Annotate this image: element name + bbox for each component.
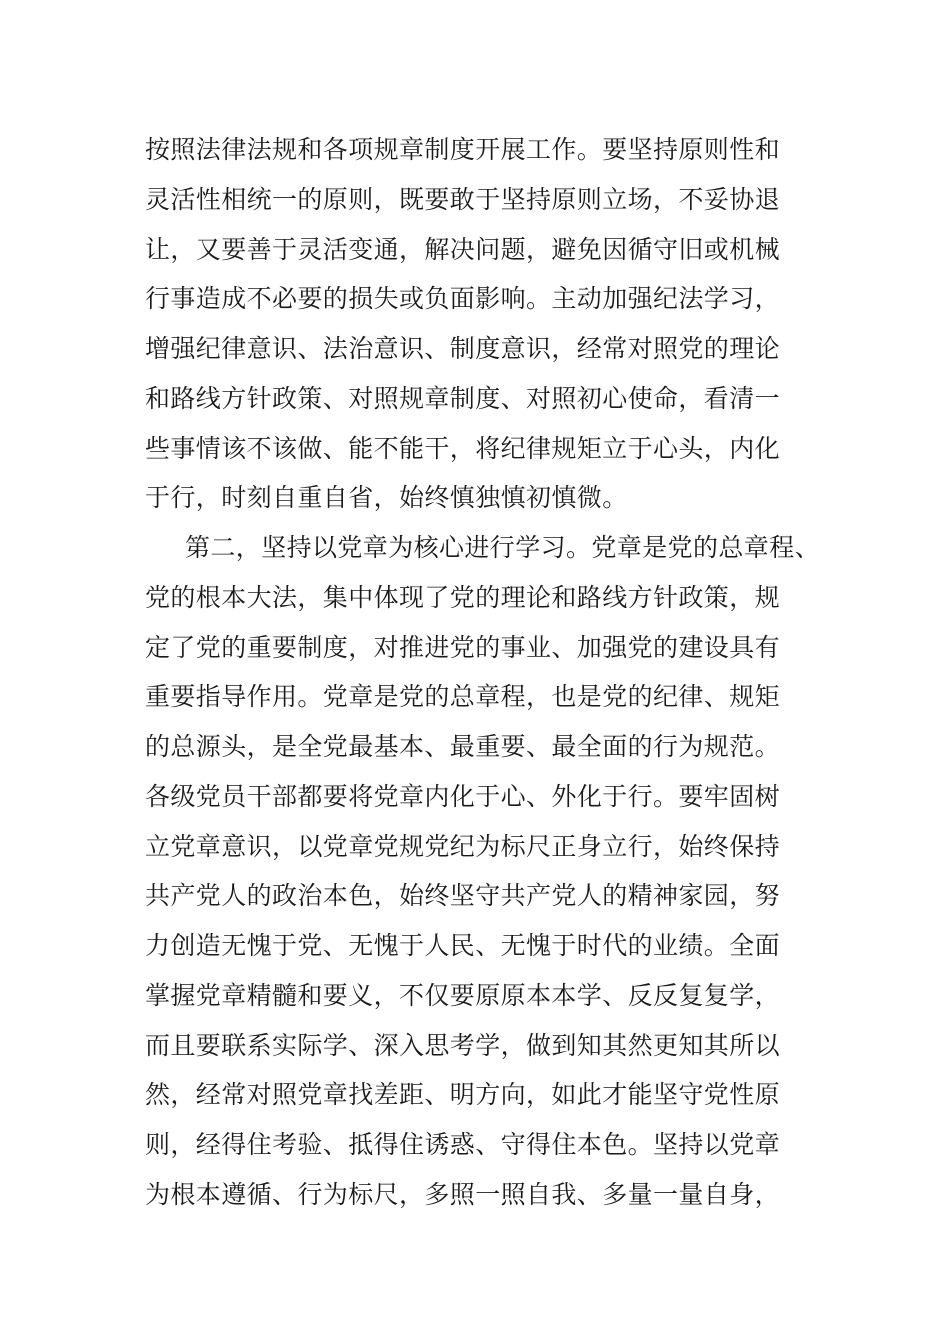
text-line: 则，经得住考验、抵得住诱惑、守得住本色。坚持以党章 [145,1130,781,1159]
text-line: 的总源头，是全党最基本、最重要、最全面的行为规范。 [145,732,781,761]
text-line: 各级党员干部都要将党章内化于心、外化于行。要牢固树 [145,782,781,811]
text-line: 而且要联系实际学、深入思考学，做到知其然更知其所以 [145,1031,781,1060]
text-line: 党的根本大法，集中体现了党的理论和路线方针政策，规 [145,583,781,612]
text-line: 灵活性相统一的原则，既要敢于坚持原则立场，不妥协退 [145,185,781,214]
text-line: 然，经常对照党章找差距、明方向，如此才能坚守党性原 [145,1080,781,1109]
text-line: 增强纪律意识、法治意识、制度意识，经常对照党的理论 [145,334,781,363]
text-line: 些事情该不该做、能不能干，将纪律规矩立于心头，内化 [145,434,781,463]
text-line: 定了党的重要制度，对推进党的事业、加强党的建设具有 [145,633,781,662]
text-line: 让，又要善于灵活变通，解决问题，避免因循守旧或机械 [145,235,781,264]
text-line: 掌握党章精髓和要义，不仅要原原本本学、反反复复学， [145,981,781,1010]
text-line: 按照法律法规和各项规章制度开展工作。要坚持原则性和 [145,135,781,164]
text-line: 立党章意识，以党章党规党纪为标尺正身立行，始终保持 [145,832,781,861]
text-line: 为根本遵循、行为标尺，多照一照自我、多量一量自身， [145,1180,781,1209]
paragraph-start-line: 第二，坚持以党章为核心进行学习。党章是党的总章程、 [185,533,821,562]
text-line: 力创造无愧于党、无愧于人民、无愧于时代的业绩。全面 [145,931,781,960]
text-line: 和路线方针政策、对照规章制度、对照初心使命，看清一 [145,384,781,413]
text-line: 于行，时刻自重自省，始终慎独慎初慎微。 [145,483,628,512]
text-line: 行事造成不必要的损失或负面影响。主动加强纪法学习， [145,284,781,313]
text-line: 重要指导作用。党章是党的总章程，也是党的纪律、规矩 [145,682,781,711]
text-line: 共产党人的政治本色，始终坚守共产党人的精神家园，努 [145,881,781,910]
